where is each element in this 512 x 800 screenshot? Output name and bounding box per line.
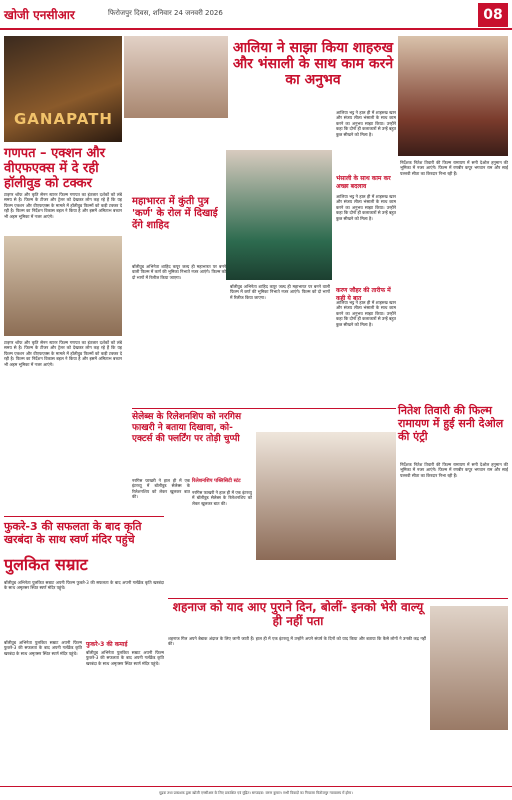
sunny-deol-photo bbox=[398, 36, 508, 156]
nargis-subhead: रिलेशनशिप पब्लिसिटी स्टंट bbox=[192, 478, 241, 484]
alia-headline: आलिया ने साझा किया शाहरुख और भंसाली के साथ काम करने का अनुभव bbox=[232, 40, 394, 88]
shehnaaz-photo bbox=[430, 606, 508, 730]
ganapath-body-cont: टाइगर श्रॉफ और कृति सेनन स्टारर फिल्म गणपत का इंतजार दर्शकों को लंबे समय से है। फिल्म के टीजर और ट्रेलर को देखकर लोग कह रहे हैं कि यह फिल्म एक्शन और वीएफएक्स के मामले में हॉलीवुड फिल्मों को कड़ी टक्कर दे रही है। फिल्म का निर्देशन विकास बहल ने किया है और इसमें अमिताभ बच्चन भी अहम भूमिका में नजर आएंगे। bbox=[4, 340, 122, 367]
nargis-photo bbox=[256, 432, 396, 560]
alia-body: आलिया भट्ट ने हाल ही में शाहरुख खान और संजय लीला भंसाली के साथ काम करने का अनुभव साझा किया। उन्होंने कहा कि दोनों ही कलाकारों से उन्हें बहुत कुछ सीखने को मिला है। bbox=[336, 110, 396, 137]
shahid-photo bbox=[226, 150, 332, 280]
divider bbox=[132, 408, 396, 409]
nargis-body-col1: नरगिस फाखरी ने हाल ही में एक इंटरव्यू में बॉलीवुड सेलेब्स के रिलेशनशिप को लेकर खुलकर बात की। bbox=[132, 478, 190, 500]
pulkit-headline-name: पुलकित सम्राट bbox=[4, 555, 88, 574]
shahid-body-cont: बॉलीवुड अभिनेता शाहिद कपूर जल्द ही महाभारत पर बनने वाली फिल्म में कर्ण की भूमिका निभाते नजर आएंगे। फिल्म को दो भागों में रिलीज किया जाएगा। bbox=[230, 284, 330, 300]
ganapath-poster-image bbox=[4, 36, 122, 142]
date-line: फिरोजपुर दिवस, शनिवार 24 जनवरी 2026 bbox=[108, 9, 223, 17]
shehnaaz-headline: शहनाज को याद आए पुराने दिन, बोलीं- इनको भेरी वाल्यू ही नहीं पता bbox=[172, 600, 424, 628]
ganapath-headline: गणपत – एक्शन और वीएफएक्स में दे रही हॉलीवुड को टक्कर bbox=[4, 146, 106, 191]
alia-photo bbox=[124, 36, 228, 118]
ganapath-still-image bbox=[4, 236, 122, 336]
shahid-headline: महाभारत में कुंती पुत्र 'कर्ण' के रोल में दिखाई देंगे शाहिद bbox=[132, 196, 218, 231]
page-number: 08 bbox=[478, 3, 508, 27]
shehnaaz-body: शहनाज गिल अपने बेबाक अंदाज के लिए जानी जाती हैं। हाल ही में एक इंटरव्यू में उन्होंने अपने संघर्ष के दिनों को याद किया और बताया कि कैसे लोगों ने उनकी कद्र नहीं की। bbox=[168, 636, 426, 647]
pulkit-body-col1: बॉलीवुड अभिनेता पुलकित सम्राट अपनी फिल्म फुकरे-3 की सफलता के बाद अपनी गर्लफ्रेंड कृति खरबंदा के साथ अमृतसर स्थित स्वर्ण मंदिर पहुंचे। bbox=[4, 640, 82, 656]
pulkit-body-col2: बॉलीवुड अभिनेता पुलकित सम्राट अपनी फिल्म फुकरे-3 की सफलता के बाद अपनी गर्लफ्रेंड कृति खरबंदा के साथ अमृतसर स्थित स्वर्ण मंदिर पहुंचे। bbox=[86, 650, 164, 666]
ganapath-body: टाइगर श्रॉफ और कृति सेनन स्टारर फिल्म गणपत का इंतजार दर्शकों को लंबे समय से है। फिल्म के टीजर और ट्रेलर को देखकर लोग कह रहे हैं कि यह फिल्म एक्शन और वीएफएक्स के मामले में हॉलीवुड फिल्मों को कड़ी टक्कर दे रही है। फिल्म का निर्देशन विकास बहल ने किया है और इसमें अमिताभ बच्चन भी अहम भूमिका में नजर आएंगे। bbox=[4, 192, 122, 219]
sunny-body-top: निर्देशक नितेश तिवारी की फिल्म रामायण में सनी देओल हनुमान की भूमिका में नजर आएंगे। फिल्म में रणबीर कपूर भगवान राम और साई पल्लवी सीता का किरदार निभा रही हैं। bbox=[400, 160, 508, 176]
alia-subhead-2: करण जौहर की तारीफ में कही ये बात bbox=[336, 287, 391, 302]
ramayan-headline: नितेश तिवारी की फिल्म रामायण में हुई सनी देओल की एंट्री bbox=[398, 404, 504, 443]
pulkit-subhead: फुकरे-3 की कमाई bbox=[86, 641, 128, 648]
alia-body-cont2: आलिया भट्ट ने हाल ही में शाहरुख खान और संजय लीला भंसाली के साथ काम करने का अनुभव साझा किया। उन्होंने कहा कि दोनों ही कलाकारों से उन्हें बहुत कुछ सीखने को मिला है। bbox=[336, 300, 396, 327]
pulkit-headline: फुकरे-3 की सफलता के बाद कृति खरबंदा के साथ स्वर्ण मंदिर पहुंचे bbox=[4, 520, 142, 546]
poster-title: GANAPATH bbox=[14, 110, 113, 128]
nargis-headline: सेलेब्स के रिलेशनशिप को नरगिस फाखरी ने बताया दिखावा, को-एक्टर्स की फ्लर्टिंग पर तोड़ी चुप्पी bbox=[132, 412, 242, 444]
ramayan-body: निर्देशक नितेश तिवारी की फिल्म रामायण में सनी देओल हनुमान की भूमिका में नजर आएंगे। फिल्म में रणबीर कपूर भगवान राम और साई पल्लवी सीता का किरदार निभा रही हैं। bbox=[400, 462, 508, 478]
alia-subhead: भंसाली के साथ काम कर अच्छा बदलाव bbox=[336, 175, 391, 190]
divider bbox=[168, 598, 508, 599]
alia-body-cont: आलिया भट्ट ने हाल ही में शाहरुख खान और संजय लीला भंसाली के साथ काम करने का अनुभव साझा किया। उन्होंने कहा कि दोनों ही कलाकारों से उन्हें बहुत कुछ सीखने को मिला है। bbox=[336, 194, 396, 221]
section-title: खोजी एनसीआर bbox=[4, 8, 75, 22]
masthead bbox=[0, 0, 512, 30]
pulkit-body: बॉलीवुड अभिनेता पुलकित सम्राट अपनी फिल्म फुकरे-3 की सफलता के बाद अपनी गर्लफ्रेंड कृति खरबंदा के साथ अमृतसर स्थित स्वर्ण मंदिर पहुंचे। bbox=[4, 580, 164, 591]
nargis-body-col2: नरगिस फाखरी ने हाल ही में एक इंटरव्यू में बॉलीवुड सेलेब्स के रिलेशनशिप को लेकर खुलकर बात की। bbox=[192, 490, 252, 506]
footer-imprint: मुद्रक तथा प्रकाशक द्वारा खोजी एनसीआर के लिए प्रकाशित एवं मुद्रित। सम्पादक: वरुण कुमार। सभी विवादों का निपटारा फिरोजपुर न्यायालय में होगा। bbox=[0, 786, 512, 800]
shahid-body: बॉलीवुड अभिनेता शाहिद कपूर जल्द ही महाभारत पर बनने वाली फिल्म में कर्ण की भूमिका निभाते नजर आएंगे। फिल्म को दो भागों में रिलीज किया जाएगा। bbox=[132, 264, 226, 280]
